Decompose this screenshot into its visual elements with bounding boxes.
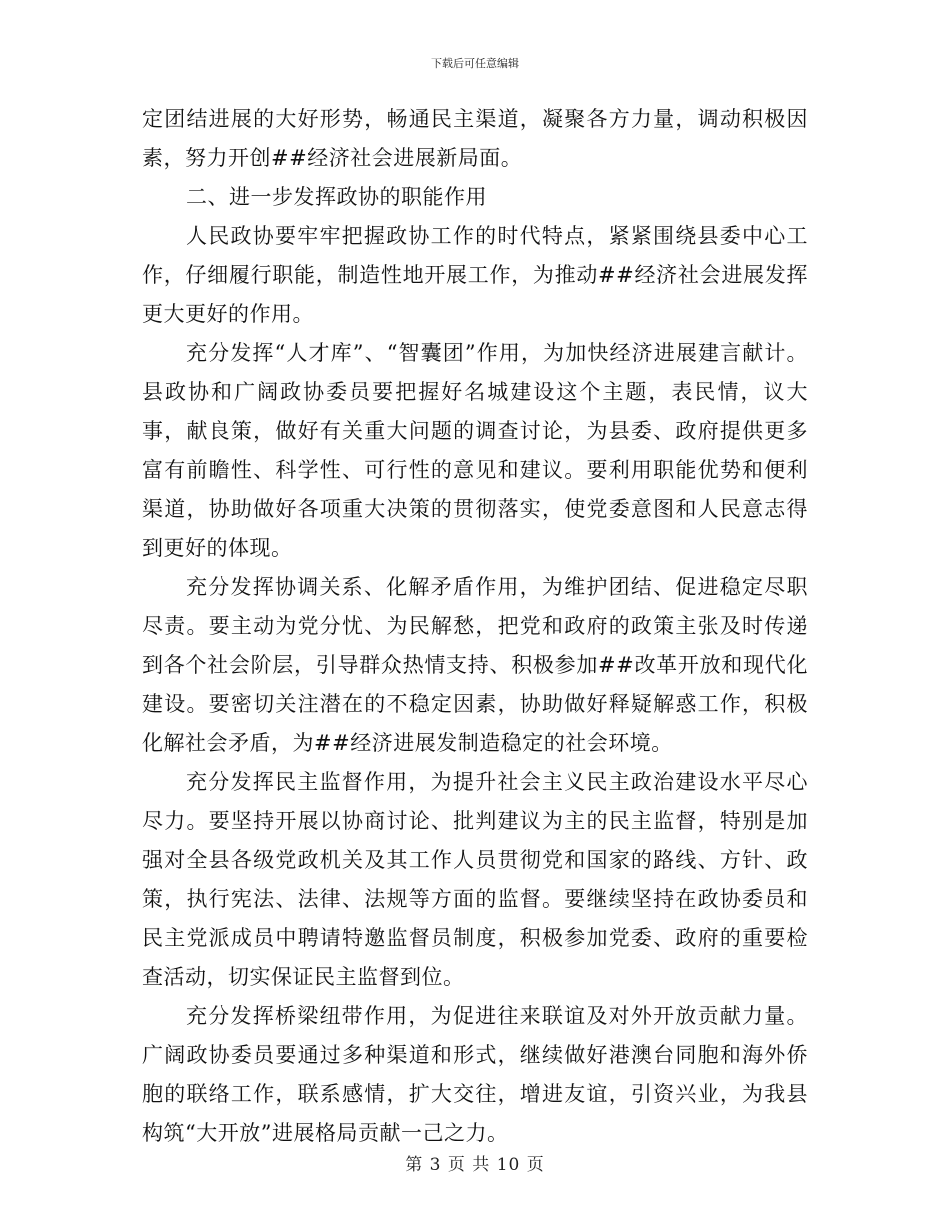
paragraph: 充分发挥“人才库”、“智囊团”作用，为加快经济进展建言献计。县政协和广阔政协委员要把握好名城建设这个主题，表民情，议大事，献良策，做好有关重大问题的调查讨论，为县委、政府提供更多富有前瞻性、科学性、可行性的意见和建议。要利用职能优势和便利渠道，协助做好各项重大决策的贯彻落实，使党委意图和人民意志得到更好的体现。 — [142, 341, 808, 560]
paragraph: 充分发挥协调关系、化解矛盾作用，为维护团结、促进稳定尽职尽责。要主动为党分忧、为民解愁，把党和政府的政策主张及时传递到各个社会阶层，引导群众热情支持、积极参加##改革开放和现代化建设。要密切关注潜在的不稳定因素，协助做好释疑解惑工作，积极化解社会矛盾，为##经济进展发制造稳定的社会环境。 — [142, 575, 808, 755]
page-number: 第 3 页 共 10 页 — [405, 1155, 545, 1175]
paragraph: 人民政协要牢牢把握政协工作的时代特点，紧紧围绕县委中心工作，仔细履行职能，制造性地开展工作，为推动##经济社会进展发挥更大更好的作用。 — [142, 224, 808, 326]
document-body — [142, 100, 808, 1153]
paragraph: 充分发挥桥梁纽带作用，为促进往来联谊及对外开放贡献力量。广阔政协委员要通过多种渠道和形式，继续做好港澳台同胞和海外侨胞的联络工作，联系感情，扩大交往，增进友谊，引资兴业，为我县构筑“大开放”进展格局贡献一己之力。 — [142, 1004, 808, 1145]
page-header: 下载后可任意编辑 — [431, 57, 519, 70]
section-heading: 二、进一步发挥政协的职能作用 — [186, 185, 487, 209]
paragraph: 充分发挥民主监督作用，为提升社会主义民主政治建设水平尽心尽力。要坚持开展以协商讨论、批判建议为主的民主监督，特别是加强对全县各级党政机关及其工作人员贯彻党和国家的路线、方针、政策，执行宪法、法律、法规等方面的监督。要继续坚持在政协委员和民主党派成员中聘请特邀监督员制度，积极参加党委、政府的重要检查活动，切实保证民主监督到位。 — [142, 770, 808, 989]
paragraph-continuation: 定团结进展的大好形势，畅通民主渠道，凝聚各方力量，调动积极因素，努力开创##经济社会进展新局面。 — [142, 107, 808, 170]
